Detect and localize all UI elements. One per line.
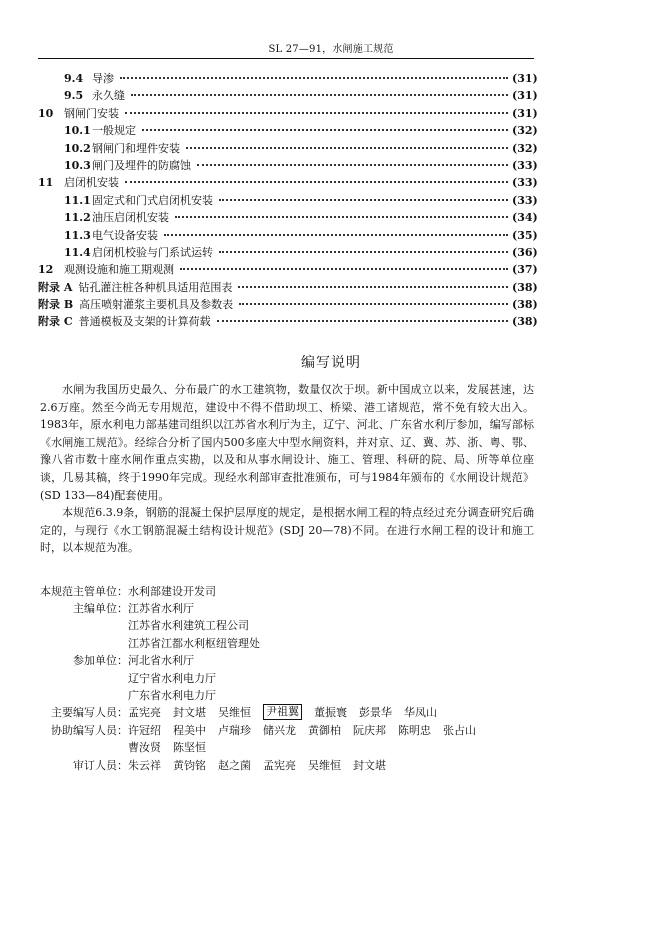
toc-entry-title: 导渗 (92, 72, 114, 85)
toc-entry-page: (31) (512, 89, 538, 103)
credit-name: 程美中 (173, 723, 206, 737)
toc-entry-title: 一般规定 (92, 124, 136, 138)
toc-entry (38, 87, 538, 104)
toc-entry-number: 10.1 (64, 124, 91, 138)
credit-label: 主编单位： (73, 602, 128, 616)
header-rule (38, 58, 534, 59)
credit-row (40, 634, 534, 651)
toc-leader-dots (239, 303, 508, 305)
toc-entry-page: (38) (512, 315, 538, 329)
toc-entry (38, 140, 538, 157)
credit-row (40, 582, 534, 599)
credit-name: 河北省水利厅 (128, 654, 194, 668)
credit-name: 朱云祥 (128, 758, 161, 772)
toc-entry-title: 启闭机校验与门系试运转 (92, 245, 213, 259)
credit-row (40, 617, 534, 634)
credit-label: 审订人员： (73, 758, 128, 772)
toc-entry-page: (37) (512, 263, 538, 277)
credit-name: 黄钧铭 (173, 758, 206, 772)
toc-entry-page: (31) (512, 106, 538, 120)
toc-leader-dots (142, 129, 508, 131)
toc-entry-page: (32) (512, 141, 538, 155)
toc-entry-page: (38) (512, 298, 538, 312)
toc-entry-page: (34) (512, 211, 538, 225)
credit-name: 赵之菌 (218, 758, 251, 772)
toc-entry-title: 固定式和门式启闭机安装 (92, 193, 213, 207)
credit-name: 吴维恒 (308, 758, 341, 772)
toc-entry-title: 钻孔灌注桩各种机具适用范围表 (78, 280, 233, 294)
toc-entry-number: 9.4 (64, 72, 84, 85)
toc-entry-title: 永久缝 (92, 89, 125, 103)
toc-entry (38, 70, 538, 87)
credit-label: 本规范主管单位： (40, 584, 128, 598)
credit-name: 张占山 (443, 723, 476, 737)
toc-entry (38, 313, 538, 330)
toc-entry-title: 钢闸门安装 (64, 106, 119, 120)
credit-name: 黄御柏 (308, 723, 341, 737)
toc-leader-dots (125, 112, 508, 114)
credit-name: 孟宪亮 (128, 706, 161, 720)
toc-entry (38, 244, 538, 261)
toc-entry-title: 油压启闭机安装 (92, 211, 169, 225)
credit-name: 陈明忠 (398, 723, 431, 737)
section-title: 编写说明 (301, 355, 361, 371)
credit-name: 储兴龙 (263, 723, 296, 737)
toc-entry (38, 227, 538, 244)
toc-entry (38, 279, 538, 296)
toc-entry-title: 闸门及埋件的防腐蚀 (92, 158, 191, 172)
toc-entry-page: (33) (512, 176, 538, 190)
credit-row (40, 704, 534, 721)
toc-entry (38, 157, 538, 174)
toc-entry-page: (35) (512, 228, 538, 242)
toc-leader-dots (219, 251, 508, 253)
credit-name: 江苏省水利厅 (128, 602, 194, 616)
table-of-contents (38, 70, 538, 331)
toc-entry-title: 钢闸门和埋件安装 (92, 141, 180, 155)
toc-leader-dots (197, 164, 508, 166)
toc-entry-number: 11 (38, 176, 54, 190)
credit-name: 阮庆邦 (353, 723, 386, 737)
toc-leader-dots (238, 286, 508, 288)
credit-name: 董振寰 (314, 706, 347, 720)
credit-row (40, 686, 534, 703)
credit-name: 华凤山 (404, 706, 437, 720)
credit-row (40, 669, 534, 686)
credit-row (40, 721, 534, 738)
toc-entry (38, 105, 538, 122)
credit-name: 封文堪 (173, 706, 206, 720)
toc-entry-title: 启闭机安装 (64, 176, 119, 190)
paragraph: 水闸为我国历史最久、分布最广的水工建筑物，数量仅次于坝。新中国成立以来，发展甚速，达2.6万座。然至今尚无专用规范，建设中不得不借助坝工、桥梁、港工诸规范，常不免有较大出入。1983年，原水利电力部基建司组织以江苏省水利厅为主，辽宁、河北、广东省水利厅参加，编写部标《水闸施工规范》。经综合分析了国内500多座大中型水闸资料，并对京、辽、冀、苏、浙、粤、鄂、豫八省市数十座水闸作重点实勘，以及和从事水闸设计、施工、管理、科研的院、局、所等单位座谈，几易其稿，终于1990年完成。现经水利部审查批准颁布，可与1984年颁布的《水闸设计规范》(SD 133—84)配套使用。 (40, 383, 534, 502)
toc-entry-number: 10.2 (64, 141, 91, 155)
credit-name: 陈坚恒 (173, 741, 206, 755)
toc-leader-dots (175, 216, 508, 218)
paragraph: 本规范6.3.9条，钢筋的混凝土保护层厚度的规定，是根据水闸工程的特点经过充分调查研究后确定的，与现行《水工钢筋混凝土结构设计规范》(SDJ 20—78)不同。在进行水闸工程的设计和施工时，以本规范为准。 (40, 506, 534, 555)
toc-entry-title: 观测设施和施工期观测 (64, 263, 174, 277)
credit-name: 孟宪亮 (263, 758, 296, 772)
toc-leader-dots (217, 320, 508, 322)
toc-entry-number: 9.5 (64, 89, 84, 103)
toc-leader-dots (120, 77, 508, 79)
toc-entry-number: 附录 B (38, 298, 74, 312)
toc-entry (38, 192, 538, 209)
credit-name: 广东省水利电力厅 (128, 689, 216, 703)
toc-entry-number: 10.3 (64, 158, 91, 172)
preface-body (40, 381, 534, 557)
credit-row (40, 756, 534, 773)
toc-entry-number: 附录 C (38, 315, 73, 329)
toc-entry (38, 296, 538, 313)
credit-label: 参加单位： (73, 654, 128, 668)
toc-entry-title: 普通模板及支架的计算荷载 (78, 315, 211, 329)
toc-entry (38, 174, 538, 191)
credit-name: 卢瑞珍 (218, 723, 251, 737)
credit-row (40, 599, 534, 616)
credit-label: 协助编写人员： (51, 723, 128, 737)
toc-leader-dots (186, 147, 508, 149)
toc-entry-number: 11.1 (64, 193, 91, 207)
toc-entry-number: 11.2 (64, 211, 91, 225)
toc-entry-page: (36) (512, 245, 538, 259)
toc-entry-title: 电气设备安装 (92, 228, 158, 242)
credit-name: 彭景华 (359, 706, 392, 720)
credit-label: 主要编写人员： (51, 706, 128, 720)
toc-entry-page: (33) (512, 158, 538, 172)
toc-entry-page: (31) (512, 72, 538, 85)
toc-entry-page: (38) (512, 280, 538, 294)
toc-entry-number: 10 (38, 106, 54, 120)
toc-leader-dots (125, 181, 508, 183)
toc-leader-dots (180, 268, 508, 270)
toc-leader-dots (164, 234, 508, 236)
toc-entry-number: 11.4 (64, 245, 91, 259)
toc-entry (38, 209, 538, 226)
toc-entry (38, 122, 538, 139)
toc-entry (38, 261, 538, 278)
credit-name: 辽宁省水利电力厅 (128, 671, 216, 685)
credit-name: 江苏省江都水利枢纽管理处 (128, 636, 260, 650)
credit-row (40, 739, 534, 756)
credit-name: 封文堪 (353, 758, 386, 772)
toc-entry-page: (32) (512, 124, 538, 138)
credit-name: 吴维恒 (218, 706, 251, 720)
credits-list (40, 582, 534, 773)
toc-entry-title: 高压喷射灌浆主要机具及参数表 (79, 298, 234, 312)
toc-entry-number: 12 (38, 263, 54, 277)
credit-name: 曹汝贤 (128, 741, 161, 755)
page-header: SL 27—91，水闸施工规范 (268, 44, 394, 55)
credit-name: 水利部建设开发司 (128, 584, 216, 598)
toc-entry-number: 11.3 (64, 228, 91, 242)
credit-name: 尹祖翼 (263, 704, 302, 720)
credit-row (40, 652, 534, 669)
toc-leader-dots (219, 199, 508, 201)
toc-entry-number: 附录 A (38, 280, 73, 294)
credit-name: 许冠绍 (128, 723, 161, 737)
credit-name: 江苏省水利建筑工程公司 (128, 619, 249, 633)
toc-leader-dots (131, 94, 508, 96)
toc-entry-page: (33) (512, 193, 538, 207)
